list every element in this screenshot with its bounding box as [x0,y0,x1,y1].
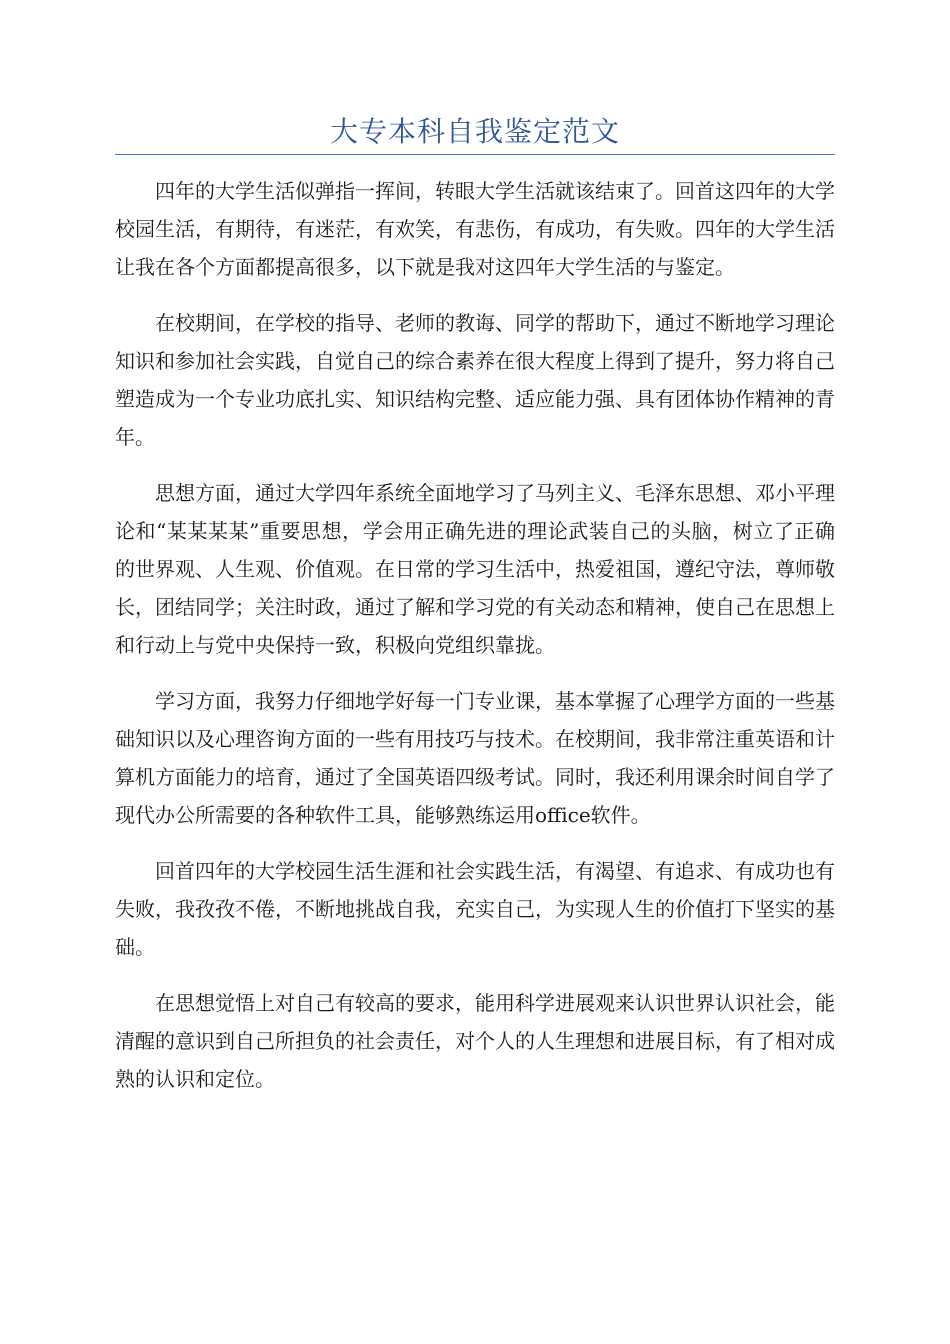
paragraph-5: 回首四年的大学校园生活生涯和社会实践生活，有渴望、有追求、有成功也有失败，我孜孜不倦，不断地挑战自我，充实自己，为实现人生的价值打下坚实的基础。 [115,859,835,959]
paragraph-3: 思想方面，通过大学四年系统全面地学习了马列主义、毛泽东思想、邓小平理论和“某某某某”重要思想，学会用正确先进的理论武装自己的头脑，树立了正确的世界观、人生观、价值观。在日常的学习生活中，热爱祖国，遵纪守法，尊师敬长，团结同学；关注时政，通过了解和学习党的有关动态和精神，使自己在思想上和行动上与党中央保持一致，积极向党组织靠拢。 [115,481,835,657]
paragraph-1: 四年的大学生活似弹指一挥间，转眼大学生活就该结束了。回首这四年的大学校园生活，有期待，有迷茫，有欢笑，有悲伤，有成功，有失败。四年的大学生活让我在各个方面都提高很多，以下就是我对这四年大学生活的与鉴定。 [115,179,835,279]
paragraph-2: 在校期间，在学校的指导、老师的教诲、同学的帮助下，通过不断地学习理论知识和参加社会实践，自觉自己的综合素养在很大程度上得到了提升，努力将自己塑造成为一个专业功底扎实、知识结构完整、适应能力强、具有团体协作精神的青年。 [115,311,835,449]
title-underline [115,154,835,155]
paragraph-4: 学习方面，我努力仔细地学好每一门专业课，基本掌握了心理学方面的一些基础知识以及心理咨询方面的一些有用技巧与技术。在校期间，我非常注重英语和计算机方面能力的培育，通过了全国英语四级考试。同时，我还利用课余时间自学了现代办公所需要的各种软件工具，能够熟练运用office软件。 [115,689,835,827]
paragraph-6: 在思想觉悟上对自己有较高的要求，能用科学进展观来认识世界认识社会，能清醒的意识到自己所担负的社会责任，对个人的人生理想和进展目标，有了相对成熟的认识和定位。 [115,991,835,1091]
document-title: 大专本科自我鉴定范文 [329,115,620,148]
document-body [115,172,835,1116]
